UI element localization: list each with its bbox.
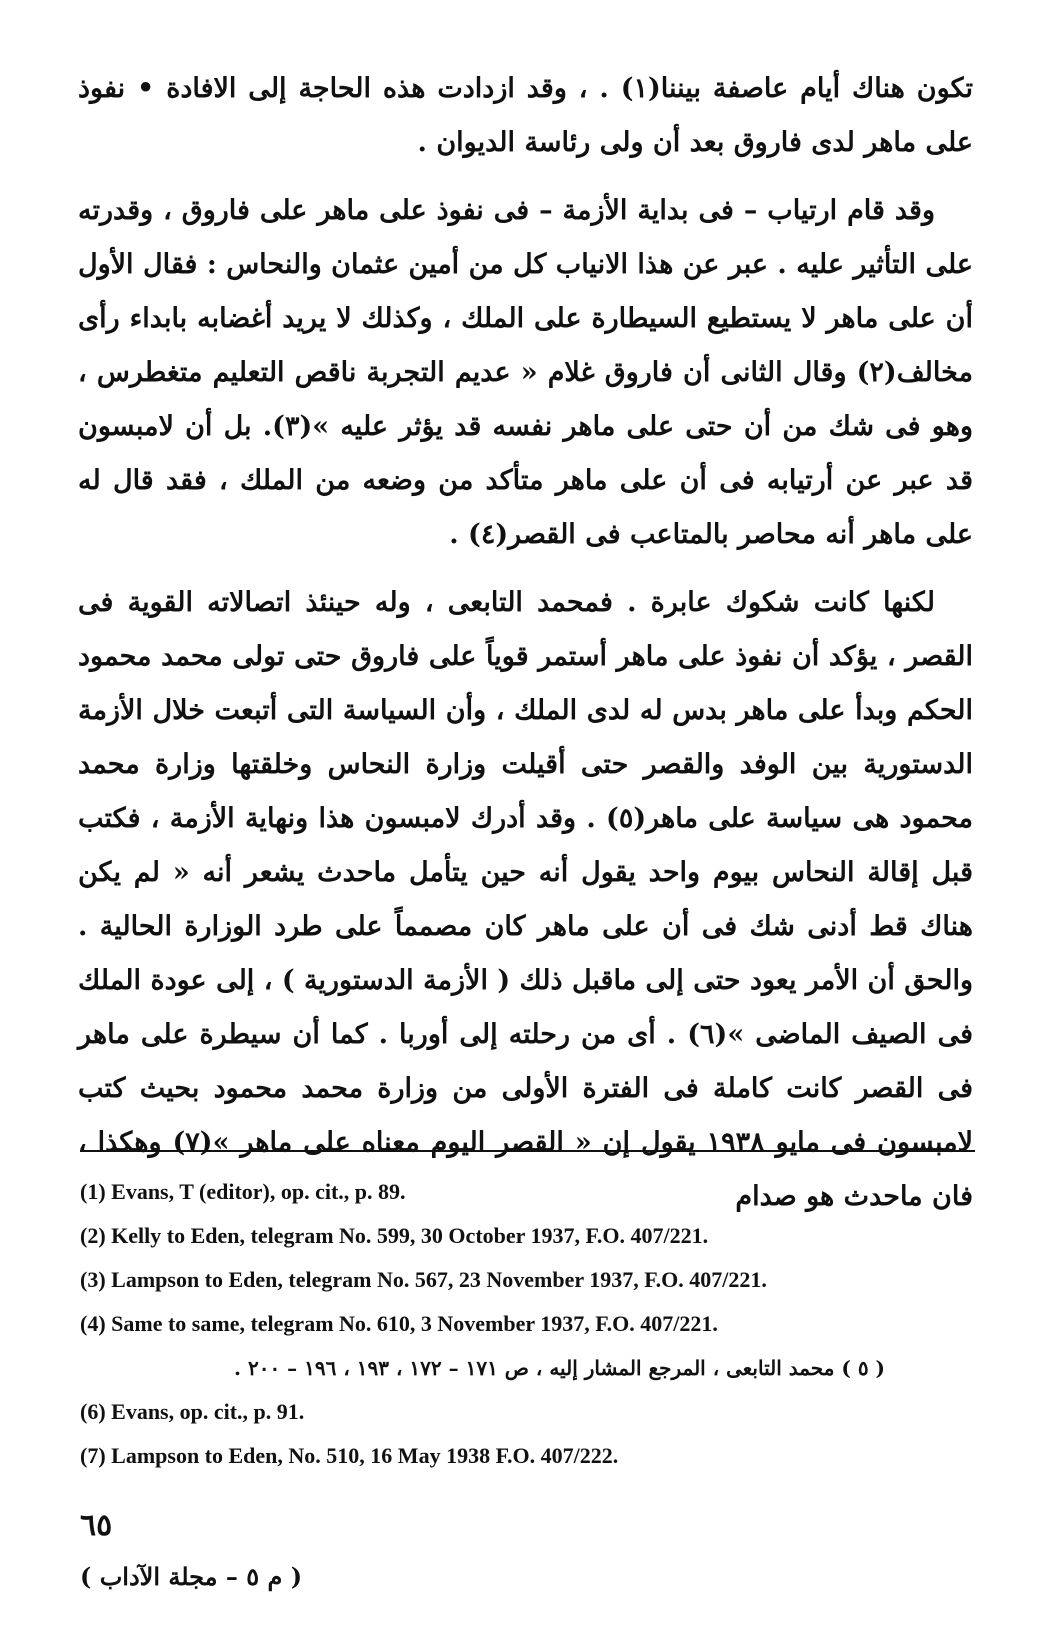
footnote-6: (6) Evans, op. cit., p. 91. xyxy=(80,1399,305,1424)
page-number: ٦٥ xyxy=(80,1508,113,1543)
footnote-7: (7) Lampson to Eden, No. 510, 16 May 1938 F.O. 407/222. xyxy=(80,1443,619,1468)
footnote-5: ( ٥ ) محمد التابعى ، المرجع المشار إليه ، ص ١٧١ – ١٧٢ ، ١٩٣ ، ١٩٦ – ٢٠٠ . xyxy=(234,1356,885,1380)
footnote-separator xyxy=(80,1150,975,1152)
journal-label: ( م ٥ – مجلة الآداب ) xyxy=(80,1562,303,1591)
paragraph-2: وقد قام ارتياب – فى بداية الأزمة – فى نفوذ على ماهر على فاروق ، وقدرته على التأثير عليه . عبر عن هذا الانياب كل من أمين عثمان والنحاس : فقال الأول أن على ماهر لا يستطيع السيطارة على الملك ، وكذلك لا يريد أغضابه بابداء رأى مخالف(٢) وقال الثانى أن فاروق غلام « عديم التجربة ناقص التعليم متغطرس ، وهو فى شك من أن حتى على ماهر نفسه قد يؤثر عليه »(٣). بل أن لامبسون قد عبر عن أرتيابه فى أن على ماهر متأكد من وضعه من الملك ، فقد قال له على ماهر أنه محاصر بالمتاعب فى القصر(٤) . xyxy=(78,195,973,550)
footnotes xyxy=(80,1170,975,1478)
paragraph-3: لكنها كانت شكوك عابرة . فمحمد التابعى ، وله حينئذ اتصالاته القوية فى القصر ، يؤكد أن نفوذ على ماهر أستمر قوياً على فاروق حتى تولى محمد محمود الحكم وبدأ على ماهر بدس له لدى الملك ، وأن السياسة التى أتبعت خلال الأزمة الدستورية بين الوفد والقصر حتى أقيلت وزارة النحاس وخلقتها وزارة محمد محمود هى سياسة على ماهر(٥) . وقد أدرك لامبسون هذا ونهاية الأزمة ، فكتب قبل إقالة النحاس بيوم واحد يقول أنه حين يتأمل ماحدث يشعر أنه « لم يكن هناك قط أدنى شك فى أن على ماهر كان مصمماً على طرد الوزارة الحالية . والحق أن الأمر يعود حتى إلى ماقبل ذلك ( الأزمة الدستورية ) ، إلى عودة الملك فى الصيف الماضى »(٦) . أى من رحلته إلى أوربا . كما أن سيطرة على ماهر فى القصر كانت كاملة فى الفترة الأولى من وزارة محمد محمود بحيث كتب لامبسون فى مايو ١٩٣٨ يقول إن « القصر اليوم معناه على ماهر »(٧) وهكذا ، فان ماحدث هو صدام xyxy=(78,587,973,1212)
body-text xyxy=(78,62,973,1224)
footnote-3: (3) Lampson to Eden, telegram No. 567, 23 November 1937, F.O. 407/221. xyxy=(80,1267,767,1292)
footnote-2: (2) Kelly to Eden, telegram No. 599, 30 October 1937, F.O. 407/221. xyxy=(80,1223,709,1248)
paragraph-1: تكون هناك أيام عاصفة بيننا(١) . ، وقد ازدادت هذه الحاجة إلى الافادة • نفوذ على ماهر لدى فاروق بعد أن ولى رئاسة الديوان . xyxy=(78,73,973,158)
footnote-1: (1) Evans, T (editor), op. cit., p. 89. xyxy=(80,1179,406,1204)
footnote-4: (4) Same to same, telegram No. 610, 3 November 1937, F.O. 407/221. xyxy=(80,1311,718,1336)
